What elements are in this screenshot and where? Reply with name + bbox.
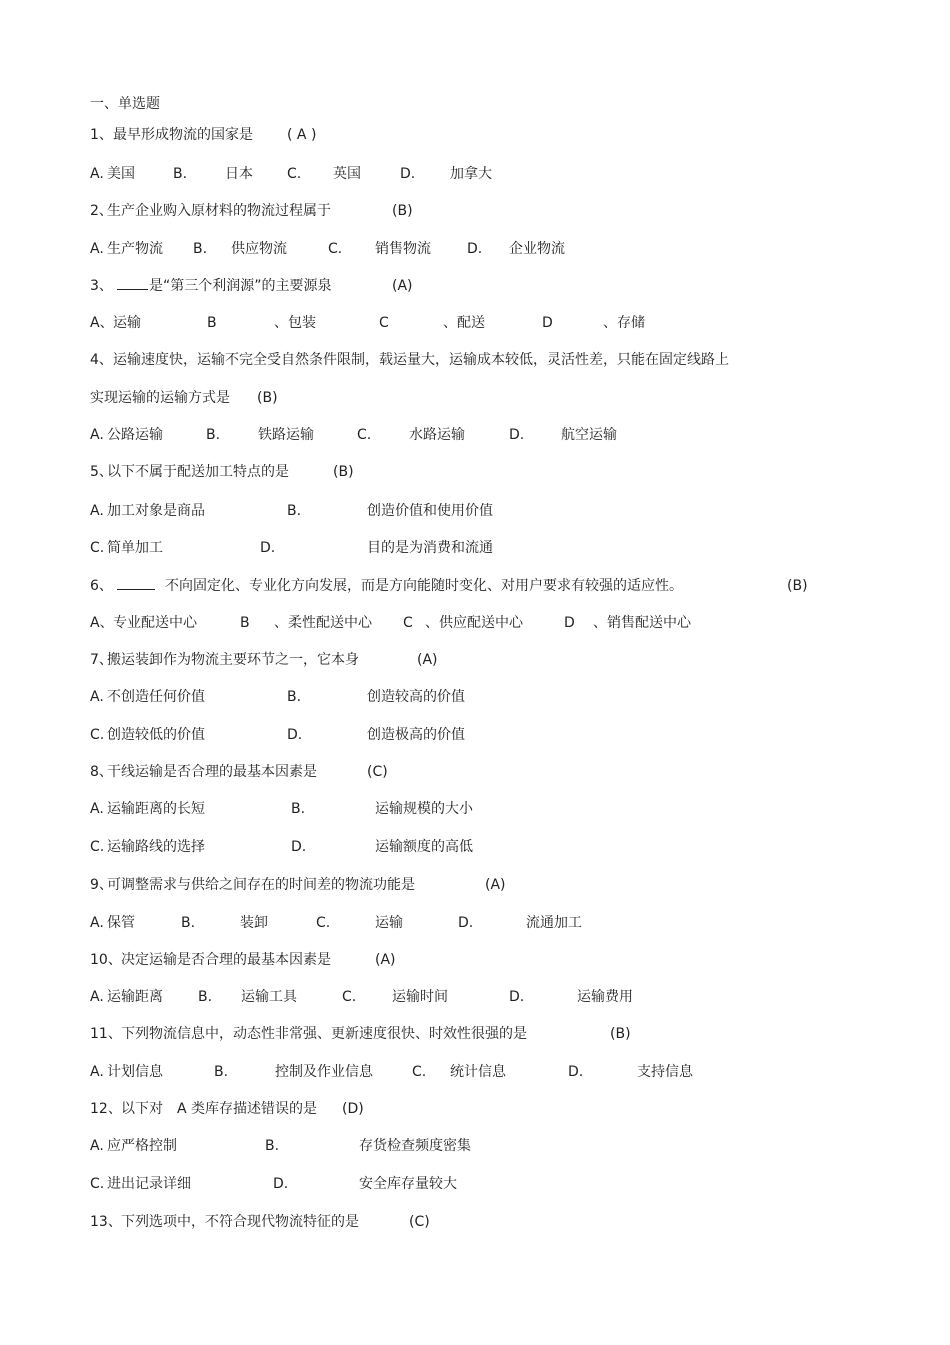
q5-option-a-text: 加工对象是商品 — [107, 503, 205, 519]
question-12-stem: 以下对 — [121, 1101, 163, 1117]
q4-option-c-text: 水路运输 — [409, 427, 465, 443]
q12-option-b-letter: B. — [265, 1138, 280, 1154]
question-13-answer: (C) — [409, 1214, 430, 1230]
question-10-stem: 决定运输是否合理的最基本因素是 — [121, 952, 331, 968]
question-3-blank — [117, 277, 148, 295]
q10-option-b-letter: B. — [198, 989, 213, 1005]
q5-option-c-letter: C. — [90, 540, 105, 556]
q12-option-a-letter: A. — [90, 1138, 104, 1154]
q7-option-b-text: 创造较高的价值 — [367, 689, 465, 705]
q4-option-a-letter: A. — [90, 427, 104, 443]
question-12-answer: (D) — [342, 1101, 364, 1117]
q3-option-a-text: 运输 — [113, 315, 141, 331]
q6-option-b-letter: B — [240, 615, 250, 631]
question-2-answer: (B) — [392, 203, 413, 219]
question-2-number: 2、 — [90, 203, 113, 219]
q6-option-d-letter: D — [564, 615, 575, 631]
q4-option-b-text: 铁路运输 — [258, 427, 314, 443]
q4-option-d-text: 航空运输 — [561, 427, 617, 443]
q7-option-b-letter: B. — [287, 689, 302, 705]
q4-option-b-letter: B. — [206, 427, 221, 443]
question-4-stem-cont: 实现运输的运输方式是 — [90, 390, 230, 406]
q6-option-a-letter: A、 — [90, 615, 114, 631]
q11-option-b-text: 控制及作业信息 — [275, 1064, 373, 1080]
q8-option-c-letter: C. — [90, 839, 105, 855]
q7-option-a-text: 不创造任何价值 — [107, 689, 205, 705]
q9-option-d-letter: D. — [458, 915, 474, 931]
question-1-answer: ( A ) — [287, 127, 317, 143]
q2-option-a-letter: A. — [90, 241, 104, 257]
q8-option-d-text: 运输额度的高低 — [375, 839, 473, 855]
question-6-answer: (B) — [787, 578, 808, 594]
question-12-stem-b: A 类库存描述错误的是 — [177, 1101, 318, 1117]
q4-option-c-letter: C. — [357, 427, 372, 443]
q11-option-a-text: 计划信息 — [107, 1064, 163, 1080]
q3-option-a-letter: A、 — [90, 315, 114, 331]
q8-option-c-text: 运输路线的选择 — [107, 839, 205, 855]
q9-option-a-letter: A. — [90, 915, 104, 931]
q10-option-a-text: 运输距离 — [107, 989, 163, 1005]
question-4-stem: 运输速度快，运输不完全受自然条件限制，载运量大，运输成本较低，灵活性差，只能在固定线路上 — [113, 352, 729, 368]
question-7-stem: 搬运装卸作为物流主要环节之一，它本身 — [107, 652, 359, 668]
q4-option-d-letter: D. — [509, 427, 525, 443]
question-2-stem: 生产企业购入原材料的物流过程属于 — [107, 203, 331, 219]
question-6-number: 6、 — [90, 578, 113, 594]
question-5-stem: 以下不属于配送加工特点的是 — [107, 464, 289, 480]
question-8-number: 8、 — [90, 764, 113, 780]
question-3-number: 3、 — [90, 278, 113, 294]
question-7-number: 7、 — [90, 652, 113, 668]
q5-option-a-letter: A. — [90, 503, 104, 519]
q11-option-d-letter: D. — [568, 1064, 584, 1080]
q10-option-d-text: 运输费用 — [577, 989, 633, 1005]
q8-option-d-letter: D. — [291, 839, 307, 855]
q3-option-d-text: 、存储 — [603, 315, 645, 331]
question-10-answer: (A) — [375, 952, 396, 968]
question-8-stem: 干线运输是否合理的最基本因素是 — [107, 764, 317, 780]
q9-option-b-letter: B. — [181, 915, 196, 931]
q10-option-a-letter: A. — [90, 989, 104, 1005]
q12-option-b-text: 存货检查频度密集 — [359, 1138, 471, 1154]
question-11-answer: (B) — [610, 1026, 631, 1042]
q5-option-b-text: 创造价值和使用价值 — [367, 503, 493, 519]
question-3-answer: (A) — [392, 278, 413, 294]
question-12-number: 12、 — [90, 1101, 122, 1117]
q1-option-a-text: 美国 — [107, 166, 135, 182]
question-6-stem: 不向固定化、专业化方向发展，而是方向能随时变化、对用户要求有较强的适应性。 — [165, 578, 683, 594]
q10-option-b-text: 运输工具 — [241, 989, 297, 1005]
q1-option-d-letter: D. — [400, 166, 416, 182]
q5-option-d-text: 目的是为消费和流通 — [367, 540, 493, 556]
question-11-stem: 下列物流信息中，动态性非常强、更新速度很快、时效性很强的是 — [121, 1026, 527, 1042]
question-1-stem: 最早形成物流的国家是 — [113, 127, 253, 143]
q12-option-d-letter: D. — [273, 1176, 289, 1192]
q9-option-a-text: 保管 — [107, 915, 135, 931]
question-13-stem: 下列选项中，不符合现代物流特征的是 — [121, 1214, 359, 1230]
q12-option-c-letter: C. — [90, 1176, 105, 1192]
q7-option-a-letter: A. — [90, 689, 104, 705]
q2-option-d-letter: D. — [467, 241, 483, 257]
q2-option-c-text: 销售物流 — [375, 241, 431, 257]
q5-option-c-text: 简单加工 — [107, 540, 163, 556]
q12-option-c-text: 进出记录详细 — [107, 1176, 191, 1192]
question-8-answer: (C) — [367, 764, 388, 780]
q2-option-c-letter: C. — [328, 241, 343, 257]
q1-option-c-letter: C. — [287, 166, 302, 182]
q6-option-b-text: 、柔性配送中心 — [274, 615, 372, 631]
q12-option-d-text: 安全库存量较大 — [359, 1176, 457, 1192]
q11-option-b-letter: B. — [214, 1064, 229, 1080]
q6-option-c-letter: C — [403, 615, 413, 631]
q9-option-c-letter: C. — [316, 915, 331, 931]
q8-option-b-letter: B. — [291, 801, 306, 817]
q5-option-b-letter: B. — [287, 503, 302, 519]
question-4-answer: (B) — [257, 390, 278, 406]
q5-option-d-letter: D. — [260, 540, 276, 556]
question-1-number: 1、 — [90, 127, 113, 143]
question-9-number: 9、 — [90, 877, 113, 893]
q2-option-d-text: 企业物流 — [509, 241, 565, 257]
q9-option-b-text: 装卸 — [240, 915, 268, 931]
question-9-answer: (A) — [485, 877, 506, 893]
q3-option-d-letter: D — [542, 315, 553, 331]
question-6-blank — [117, 577, 155, 595]
question-3-stem: 是“第三个利润源”的主要源泉 — [149, 278, 332, 294]
q8-option-b-text: 运输规模的大小 — [375, 801, 473, 817]
question-9-stem: 可调整需求与供给之间存在的时间差的物流功能是 — [107, 877, 415, 893]
q11-option-d-text: 支持信息 — [637, 1064, 693, 1080]
q8-option-a-text: 运输距离的长短 — [107, 801, 205, 817]
q7-option-c-text: 创造较低的价值 — [107, 727, 205, 743]
question-5-answer: (B) — [333, 464, 354, 480]
question-7-answer: (A) — [417, 652, 438, 668]
q7-option-d-letter: D. — [287, 727, 303, 743]
q6-option-c-text: 、供应配送中心 — [425, 615, 523, 631]
q3-option-b-text: 、包装 — [274, 315, 316, 331]
q4-option-a-text: 公路运输 — [107, 427, 163, 443]
q3-option-c-text: 、配送 — [443, 315, 485, 331]
q3-option-b-letter: B — [207, 315, 217, 331]
q2-option-a-text: 生产物流 — [107, 241, 163, 257]
q8-option-a-letter: A. — [90, 801, 104, 817]
q3-option-c-letter: C — [379, 315, 389, 331]
q6-option-d-text: 、销售配送中心 — [593, 615, 691, 631]
q7-option-d-text: 创造极高的价值 — [367, 727, 465, 743]
question-5-number: 5、 — [90, 464, 113, 480]
q1-option-c-text: 英国 — [333, 166, 361, 182]
q9-option-d-text: 流通加工 — [526, 915, 582, 931]
q7-option-c-letter: C. — [90, 727, 105, 743]
q1-option-d-text: 加拿大 — [450, 166, 492, 182]
q1-option-a-letter: A. — [90, 166, 104, 182]
q10-option-c-text: 运输时间 — [392, 989, 448, 1005]
q1-option-b-text: 日本 — [225, 166, 253, 182]
question-10-number: 10、 — [90, 952, 122, 968]
q12-option-a-text: 应严格控制 — [107, 1138, 177, 1154]
q10-option-c-letter: C. — [342, 989, 357, 1005]
section-title: 一、单选题 — [90, 96, 160, 112]
q6-option-a-text: 专业配送中心 — [113, 615, 197, 631]
q11-option-c-letter: C. — [412, 1064, 427, 1080]
q11-option-c-text: 统计信息 — [450, 1064, 506, 1080]
q2-option-b-text: 供应物流 — [231, 241, 287, 257]
question-11-number: 11、 — [90, 1026, 122, 1042]
q11-option-a-letter: A. — [90, 1064, 104, 1080]
q1-option-b-letter: B. — [173, 166, 188, 182]
question-13-number: 13、 — [90, 1214, 122, 1230]
q2-option-b-letter: B. — [193, 241, 208, 257]
question-4-number: 4、 — [90, 352, 113, 368]
q10-option-d-letter: D. — [509, 989, 525, 1005]
q9-option-c-text: 运输 — [375, 915, 403, 931]
